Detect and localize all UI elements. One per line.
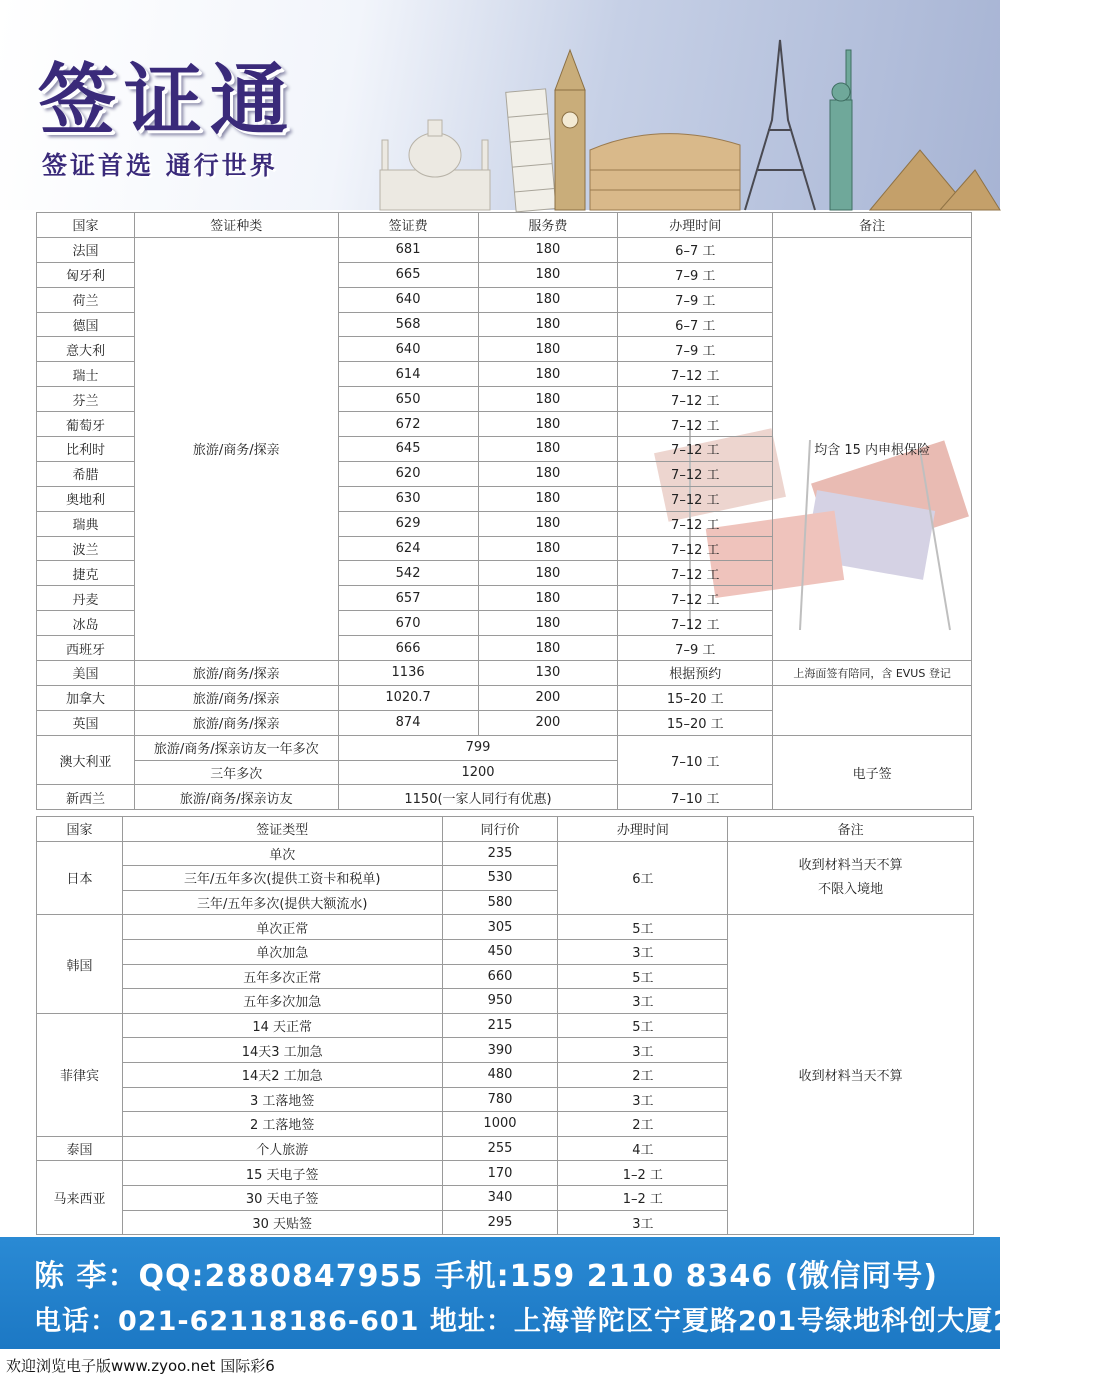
service-fee-cell: 180 [478, 536, 618, 561]
visa-type-cell: 30 天电子签 [122, 1185, 442, 1210]
processing-time-cell: 5工 [558, 915, 728, 940]
table-row [37, 915, 974, 940]
processing-time-cell: 2工 [558, 1112, 728, 1137]
country-cell: 法国 [37, 237, 135, 262]
fee-cell: 1020.7 [338, 685, 478, 710]
table-row [37, 735, 972, 760]
country-cell: 希腊 [37, 461, 135, 486]
visa-fee-cell: 614 [338, 362, 478, 387]
service-fee-cell: 180 [478, 611, 618, 636]
processing-time-cell: 7–12 工 [618, 511, 773, 536]
visa-fee-cell: 681 [338, 237, 478, 262]
country-cell: 英国 [37, 710, 135, 735]
table-row [37, 841, 974, 866]
processing-time-cell: 2工 [558, 1062, 728, 1087]
price-cell: 390 [442, 1038, 558, 1063]
visa-type-cell: 旅游/商务/探亲访友一年多次 [134, 735, 338, 760]
visa-fee-cell: 645 [338, 437, 478, 462]
service-fee-cell: 180 [478, 636, 618, 661]
contact-line-1: 陈 李：QQ:2880847955 手机:159 2110 8346 (微信同号) [34, 1259, 938, 1294]
visa-fee-cell: 672 [338, 412, 478, 437]
service-cell: 200 [478, 685, 618, 710]
column-header: 签证费 [338, 213, 478, 238]
visa-type-cell: 三年/五年多次(提供大额流水) [122, 890, 442, 915]
processing-time-cell: 6–7 工 [618, 312, 773, 337]
remark-line: 收到材料当天不算 [798, 857, 903, 873]
service-fee-cell: 180 [478, 561, 618, 586]
visa-fee-cell: 542 [338, 561, 478, 586]
processing-time-cell: 7–12 工 [618, 387, 773, 412]
price-cell: 235 [442, 841, 558, 866]
column-header: 同行价 [442, 817, 558, 842]
brand-title: 签证通 [38, 55, 297, 146]
visa-fee-cell: 670 [338, 611, 478, 636]
processing-time-cell: 7–12 工 [618, 437, 773, 462]
country-cell: 意大利 [37, 337, 135, 362]
processing-time-cell: 7–12 工 [618, 412, 773, 437]
country-cell: 泰国 [37, 1136, 123, 1161]
service-fee-cell: 180 [478, 237, 618, 262]
contact-footer [0, 1237, 1112, 1349]
table-header-row [37, 213, 972, 238]
price-cell: 1200 [338, 760, 618, 785]
processing-time-cell: 1–2 工 [558, 1185, 728, 1210]
remark-cell [728, 841, 974, 915]
price-cell: 480 [442, 1062, 558, 1087]
price-cell: 530 [442, 866, 558, 891]
visa-fee-cell: 624 [338, 536, 478, 561]
processing-time-cell: 7–10 工 [618, 735, 773, 785]
price-cell: 1150(一家人同行有优惠) [338, 785, 618, 810]
price-cell: 295 [442, 1210, 558, 1235]
table-row [37, 661, 972, 686]
column-header: 备注 [728, 817, 974, 842]
type-cell: 旅游/商务/探亲 [134, 710, 338, 735]
visa-type-cell: 单次加急 [122, 939, 442, 964]
country-cell: 奥地利 [37, 486, 135, 511]
country-cell: 新西兰 [37, 785, 135, 810]
price-cell: 340 [442, 1185, 558, 1210]
asia-visa-table [36, 816, 974, 1235]
time-cell: 15–20 工 [618, 685, 773, 710]
processing-time-cell: 5工 [558, 1013, 728, 1038]
country-cell: 匈牙利 [37, 262, 135, 287]
remark-cell: 均含 15 内申根保险 [773, 237, 972, 660]
processing-time-cell: 7–12 工 [618, 461, 773, 486]
price-cell: 450 [442, 939, 558, 964]
processing-time-cell: 1–2 工 [558, 1161, 728, 1186]
visa-type-cell: 五年多次正常 [122, 964, 442, 989]
visa-fee-cell: 640 [338, 287, 478, 312]
visa-type-cell: 五年多次加急 [122, 989, 442, 1014]
column-header: 签证类型 [122, 817, 442, 842]
country-cell: 丹麦 [37, 586, 135, 611]
price-cell: 255 [442, 1136, 558, 1161]
visa-type-cell: 2 工落地签 [122, 1112, 442, 1137]
time-cell: 根据预约 [618, 661, 773, 686]
visa-type-cell: 3 工落地签 [122, 1087, 442, 1112]
column-header: 办理时间 [618, 213, 773, 238]
visa-type-cell: 三年/五年多次(提供工资卡和税单) [122, 866, 442, 891]
site-note: 欢迎浏览电子版www.zyoo.net 国际彩6 [6, 1357, 275, 1375]
remark-cell: 收到材料当天不算 [728, 915, 974, 1235]
country-cell: 波兰 [37, 536, 135, 561]
processing-time-cell: 7–12 工 [618, 611, 773, 636]
processing-time-cell: 7–12 工 [618, 536, 773, 561]
country-cell: 比利时 [37, 437, 135, 462]
service-fee-cell: 180 [478, 262, 618, 287]
country-cell: 澳大利亚 [37, 735, 135, 785]
visa-fee-cell: 640 [338, 337, 478, 362]
visa-fee-cell: 665 [338, 262, 478, 287]
column-header: 国家 [37, 817, 123, 842]
processing-time-cell: 7–9 工 [618, 287, 773, 312]
contact-line-2: 电话：021-62118186-601 地址：上海普陀区宁夏路201号绿地科创大厦22楼H座 [34, 1306, 1112, 1337]
type-cell: 旅游/商务/探亲 [134, 661, 338, 686]
time-cell: 4工 [558, 1136, 728, 1161]
processing-time-cell: 7–12 工 [618, 486, 773, 511]
country-cell: 冰岛 [37, 611, 135, 636]
visa-type-cell: 15 天电子签 [122, 1161, 442, 1186]
visa-type-cell: 旅游/商务/探亲访友 [134, 785, 338, 810]
table-header-row [37, 817, 974, 842]
visa-type-cell: 旅游/商务/探亲 [134, 237, 338, 660]
price-cell: 580 [442, 890, 558, 915]
processing-time-cell: 7–9 工 [618, 337, 773, 362]
processing-time-cell: 5工 [558, 964, 728, 989]
service-cell: 130 [478, 661, 618, 686]
service-fee-cell: 180 [478, 337, 618, 362]
country-cell: 瑞士 [37, 362, 135, 387]
country-cell: 美国 [37, 661, 135, 686]
country-cell: 马来西亚 [37, 1161, 123, 1235]
visa-type-cell: 30 天贴签 [122, 1210, 442, 1235]
country-cell: 捷克 [37, 561, 135, 586]
fee-cell: 1136 [338, 661, 478, 686]
remark-cell [773, 685, 972, 735]
processing-time-cell: 3工 [558, 1087, 728, 1112]
visa-fee-cell: 650 [338, 387, 478, 412]
type-cell: 旅游/商务/探亲 [134, 685, 338, 710]
price-cell: 170 [442, 1161, 558, 1186]
visa-fee-cell: 629 [338, 511, 478, 536]
country-cell: 韩国 [37, 915, 123, 1013]
time-cell: 15–20 工 [618, 710, 773, 735]
processing-time-cell: 3工 [558, 939, 728, 964]
table-row [37, 237, 972, 262]
service-fee-cell: 180 [478, 486, 618, 511]
visa-type-cell: 14 天正常 [122, 1013, 442, 1038]
price-cell: 1000 [442, 1112, 558, 1137]
price-cell: 215 [442, 1013, 558, 1038]
visa-type-cell: 三年多次 [134, 760, 338, 785]
column-header: 国家 [37, 213, 135, 238]
processing-time-cell: 7–9 工 [618, 262, 773, 287]
country-cell: 日本 [37, 841, 123, 915]
processing-time-cell: 7–9 工 [618, 636, 773, 661]
processing-time-cell: 7–12 工 [618, 561, 773, 586]
service-fee-cell: 180 [478, 312, 618, 337]
price-cell: 950 [442, 989, 558, 1014]
country-cell: 芬兰 [37, 387, 135, 412]
column-header: 备注 [773, 213, 972, 238]
landmarks-illustration [360, 20, 1000, 210]
visa-type-cell: 14天3 工加急 [122, 1038, 442, 1063]
visa-type-cell: 14天2 工加急 [122, 1062, 442, 1087]
visa-type-cell: 单次 [122, 841, 442, 866]
service-fee-cell: 180 [478, 586, 618, 611]
column-header: 服务费 [478, 213, 618, 238]
remark-cell: 电子签 [773, 735, 972, 810]
service-fee-cell: 180 [478, 287, 618, 312]
visa-fee-cell: 630 [338, 486, 478, 511]
country-cell: 葡萄牙 [37, 412, 135, 437]
visa-fee-cell: 568 [338, 312, 478, 337]
column-header: 办理时间 [558, 817, 728, 842]
visa-fee-cell: 657 [338, 586, 478, 611]
country-cell: 瑞典 [37, 511, 135, 536]
remark-line: 不限入境地 [818, 881, 884, 897]
processing-time-cell: 7–12 工 [618, 362, 773, 387]
service-fee-cell: 180 [478, 437, 618, 462]
type-cell: 个人旅游 [122, 1136, 442, 1161]
service-fee-cell: 180 [478, 387, 618, 412]
service-fee-cell: 180 [478, 461, 618, 486]
country-cell: 加拿大 [37, 685, 135, 710]
brand-slogan: 签证首选 通行世界 [42, 151, 278, 180]
price-cell: 780 [442, 1087, 558, 1112]
country-cell: 西班牙 [37, 636, 135, 661]
service-fee-cell: 180 [478, 362, 618, 387]
price-cell: 660 [442, 964, 558, 989]
country-cell: 荷兰 [37, 287, 135, 312]
table-row [37, 685, 972, 710]
price-cell: 799 [338, 735, 618, 760]
service-fee-cell: 180 [478, 511, 618, 536]
country-cell: 德国 [37, 312, 135, 337]
remark-cell: 上海面签有陪同，含 EVUS 登记 [773, 661, 972, 686]
visa-type-cell: 单次正常 [122, 915, 442, 940]
long-haul-visa-table [36, 212, 972, 810]
price-cell: 305 [442, 915, 558, 940]
header-banner [0, 0, 1000, 210]
processing-time-cell: 6–7 工 [618, 237, 773, 262]
visa-fee-cell: 620 [338, 461, 478, 486]
processing-time-cell: 7–12 工 [618, 586, 773, 611]
service-cell: 200 [478, 710, 618, 735]
processing-time-cell: 6工 [558, 841, 728, 915]
processing-time-cell: 3工 [558, 1210, 728, 1235]
processing-time-cell: 3工 [558, 1038, 728, 1063]
fee-cell: 874 [338, 710, 478, 735]
processing-time-cell: 3工 [558, 989, 728, 1014]
column-header: 签证种类 [134, 213, 338, 238]
service-fee-cell: 180 [478, 412, 618, 437]
processing-time-cell: 7–10 工 [618, 785, 773, 810]
visa-fee-cell: 666 [338, 636, 478, 661]
country-cell: 菲律宾 [37, 1013, 123, 1136]
